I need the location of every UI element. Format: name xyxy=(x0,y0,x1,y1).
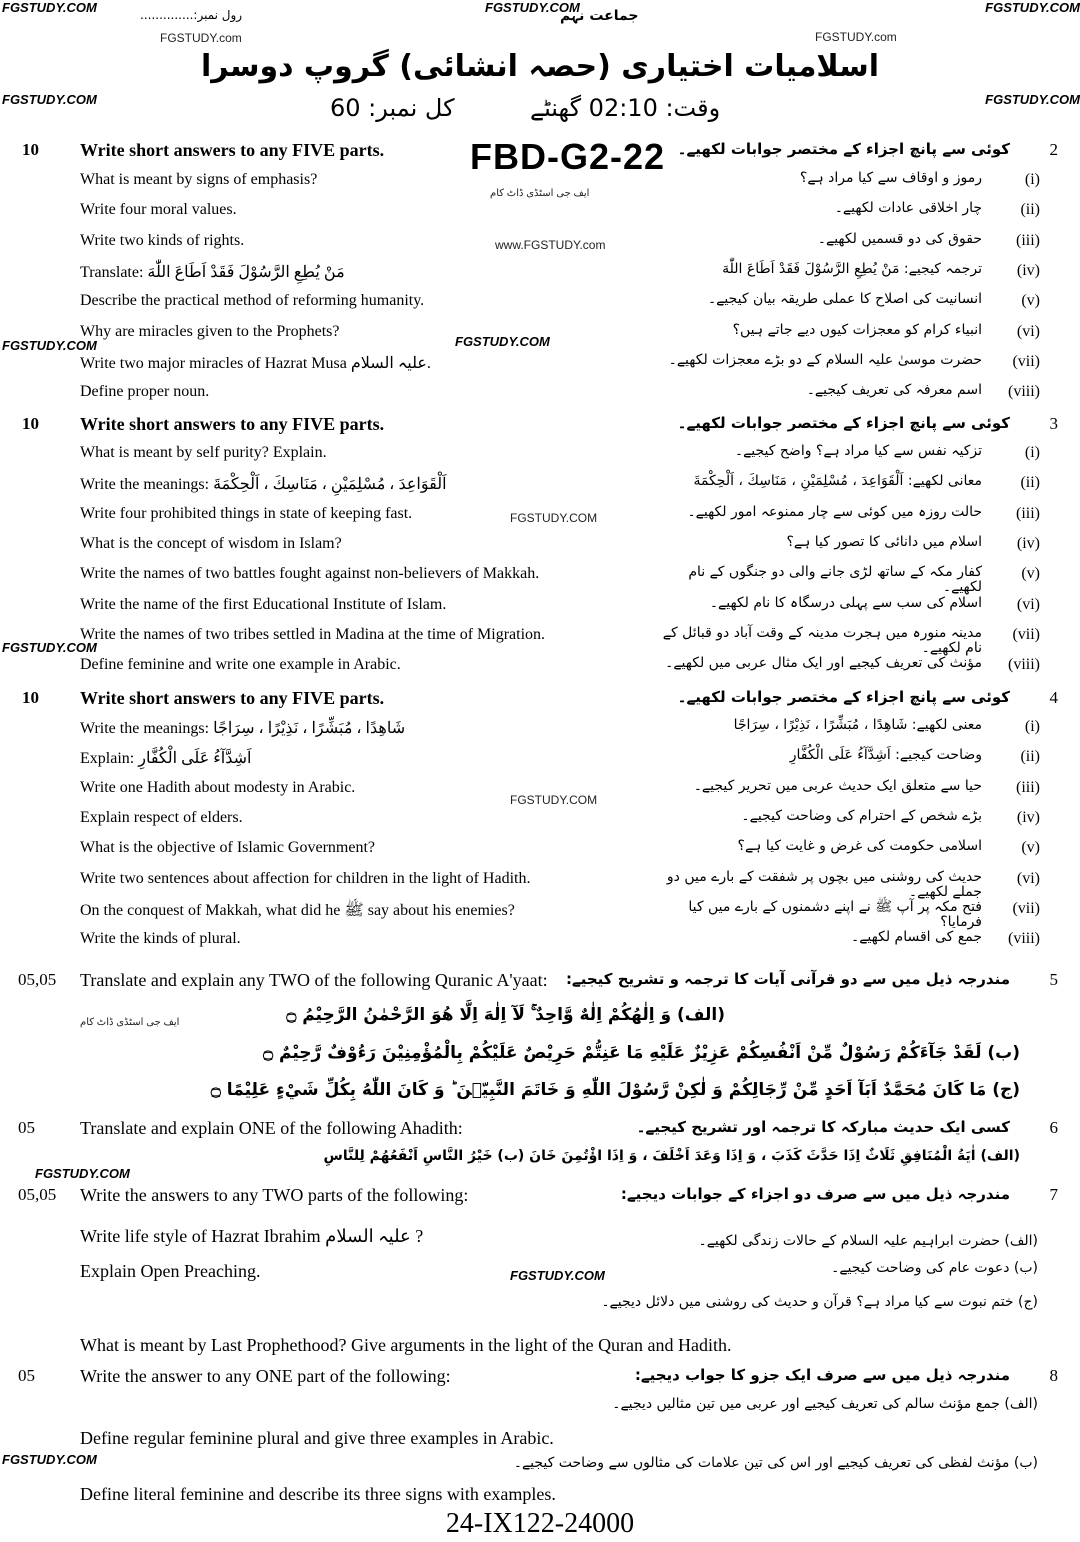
marks: 10 xyxy=(22,140,39,159)
question-part xyxy=(0,656,1080,686)
watermark: FGSTUDY.COM xyxy=(485,0,580,15)
part-ur: مدینہ منورہ میں ہجرت مدینہ کے وقت آباد دو قبائل کے نام لکھیے۔ xyxy=(662,624,982,656)
part-ur: حقوق کی دو قسمیں لکھیے۔ xyxy=(817,230,982,247)
question-part xyxy=(0,535,1080,565)
part-number: (v) xyxy=(1021,565,1040,583)
watermark: ایف جی اسٹڈی ڈاٹ کام xyxy=(80,1017,180,1028)
part-ur: جمع مؤنث سالم کی تعریف کیجیے اور عربی میں تین مثالیں دیجیے۔ xyxy=(612,1396,1000,1412)
ayah-text: لَقَدْ جَآءَكُمْ رَسُوْلٌ مِّنْ اَنْفُسِكُمْ عَزِيْزٌ عَلَيْهِ مَا عَنِتُّمْ حَرِيْصٌ عَلَيْكُمْ بِالْمُؤْمِنِيْنَ رَءُوْفٌ رَّحِيْمٌ ۝ xyxy=(263,1043,982,1063)
part-label: (الف) xyxy=(1004,1233,1038,1249)
question-part xyxy=(0,444,1080,474)
part-ur: ترجمہ کیجیے: مَنْ يُطِعِ الرَّسُوْلَ فَقَدْ اَطَاعَ اللّٰهَ xyxy=(722,260,982,277)
heading-en: Write short answers to any FIVE parts. xyxy=(80,140,385,160)
watermark: FGSTUDY.COM xyxy=(985,92,1080,107)
part-ur: اسم معرفہ کی تعریف کیجیے۔ xyxy=(806,382,982,399)
hadith-text: خَيْرُ النَّاسِ اَنْفَعُهُمْ لِلنَّاسِ xyxy=(323,1148,493,1164)
question-part xyxy=(0,505,1080,535)
question-number: 8 xyxy=(1049,1366,1058,1385)
heading-en: Write the answers to any TWO parts of the following: xyxy=(80,1185,469,1205)
part-ur: چار اخلاقی عادات لکھیے۔ xyxy=(834,200,982,217)
part-number: (vi) xyxy=(1016,322,1040,340)
part-en: Write the meanings: شَاهِدًا ، مُبَشِّرًا ، نَذِيْرًا ، سِرَاجًا xyxy=(80,720,406,737)
part-en: Write the kinds of plural. xyxy=(80,930,241,948)
question-part xyxy=(0,262,1080,292)
marks: 05 xyxy=(18,1118,35,1137)
part-en: What is meant by Last Prophethood? Give arguments in the light of the Quran and Hadith. xyxy=(80,1335,732,1355)
part-ur: حضرت موسیٰ علیہ السلام کے دو بڑے معجزات لکھیے۔ xyxy=(668,351,982,368)
part xyxy=(0,1428,1080,1458)
question-part xyxy=(0,626,1080,656)
part-en: Write life style of Hazrat Ibrahim علیہ السلام ? xyxy=(80,1226,424,1246)
heading-ur: کسی ایک حدیث مبارکہ کا ترجمہ اور تشریح کیجیے۔ xyxy=(636,1118,1010,1136)
question-3-heading xyxy=(0,414,1080,444)
heading-en: Translate and explain ONE of the following Ahadith: xyxy=(80,1118,463,1138)
question-part xyxy=(0,171,1080,201)
question-number: 5 xyxy=(1049,970,1058,989)
question-part xyxy=(0,292,1080,322)
part-en: Write the name of the first Educational Institute of Islam. xyxy=(80,595,447,613)
question-part xyxy=(0,839,1080,869)
part-en: What is meant by signs of emphasis? xyxy=(80,171,318,188)
heading-ur: کوئی سے پانچ اجزاء کے مختصر جوابات لکھیے۔ xyxy=(677,140,1010,158)
total-marks: کل نمبر: 60 xyxy=(330,94,455,122)
part-en: Write one Hadith about modesty in Arabic. xyxy=(80,778,356,796)
part-ur: حدیث کی روشنی میں بچوں پر شفقت کے بارے میں دو جملے لکھیے۔ xyxy=(666,868,982,900)
class-label: جماعت نہم xyxy=(560,8,639,24)
part-ur: انبیاء کرام کو معجزات کیوں دیے جاتے ہیں؟ xyxy=(732,321,982,338)
part-number: (iv) xyxy=(1016,261,1040,279)
question-part xyxy=(0,596,1080,626)
part-en: Write the meanings: اَلْقَوَاعِدَ ، مُسْلِمَيْنِ ، مَنَاسِكَ ، اَلْحِكْمَةَ xyxy=(80,476,447,494)
part-number: (iii) xyxy=(1016,778,1040,796)
part-number: (iii) xyxy=(1016,231,1040,249)
question-part xyxy=(0,323,1080,353)
part-ur: فتح مکہ پر آپ ﷺ نے اپنے دشمنوں کے بارے میں کیا فرمایا؟ xyxy=(688,898,982,930)
part-ur: معانی لکھیے: اَلْقَوَاعِدَ ، مُسْلِمَيْنِ ، مَنَاسِكَ ، اَلْحِكْمَةَ xyxy=(693,473,982,490)
subject-title: اسلامیات اختیاری (حصہ انشائی) گروپ دوسرا xyxy=(201,49,879,84)
part-number: (i) xyxy=(1024,718,1040,735)
part-label: (ب) xyxy=(1013,1260,1038,1276)
part-en: Define proper noun. xyxy=(80,383,210,401)
part-ur: اسلامی حکومت کی غرض و غایت کیا ہے؟ xyxy=(737,838,982,855)
watermark: FGSTUDY.COM xyxy=(2,640,97,655)
question-part xyxy=(0,748,1080,778)
part-number: (vii) xyxy=(1012,899,1040,917)
part-number: (ii) xyxy=(1020,474,1040,492)
part-label: (ب) xyxy=(1013,1455,1038,1471)
heading-ur: کوئی سے پانچ اجزاء کے مختصر جوابات لکھیے۔ xyxy=(677,414,1010,432)
part-ur: حیا سے متعلق ایک حدیث عربی میں تحریر کیجیے۔ xyxy=(693,777,982,794)
question-part xyxy=(0,353,1080,383)
part-en: What is the concept of wisdom in Islam? xyxy=(80,534,342,552)
marks: 05,05 xyxy=(18,970,57,989)
question-6-heading xyxy=(0,1118,1080,1148)
heading-ur: مندرجہ ذیل میں سے صرف ایک جزو کا جواب دیجیے: xyxy=(634,1366,1010,1384)
heading-en: Write short answers to any FIVE parts. xyxy=(80,688,385,708)
part-number: (vi) xyxy=(1016,869,1040,887)
time-allowed: وقت: 02:10 گھنٹے xyxy=(530,94,721,122)
part-number: (ii) xyxy=(1020,748,1040,766)
heading-en: Write short answers to any FIVE parts. xyxy=(80,414,385,434)
question-part xyxy=(0,900,1080,930)
heading-ur: کوئی سے پانچ اجزاء کے مختصر جوابات لکھیے۔ xyxy=(677,688,1010,706)
question-part xyxy=(0,201,1080,231)
part-ur: مؤنث لفظی کی تعریف کیجیے اور اس کی تین علامات کی مثالوں سے وضاحت کیجیے۔ xyxy=(513,1455,1010,1471)
question-part xyxy=(0,870,1080,900)
question-part xyxy=(0,809,1080,839)
part-number: (viii) xyxy=(1008,930,1040,948)
ayah-label: (ج) xyxy=(992,1080,1020,1100)
question-number: 7 xyxy=(1049,1185,1058,1204)
hadith-text: اٰيَةُ الْمُنَافِقِ ثَلَاثٌ اِذَا حَدَّثَ كَذَبَ ، وَ اِذَا وَعَدَ اَخْلَفَ ، وَ اِذَا اؤْتُمِنَ خَانَ xyxy=(529,1148,976,1164)
part-ur: دعوت عام کی وضاحت کیجیے۔ xyxy=(831,1260,1010,1276)
part-en: Write two sentences about affection for children in the light of Hadith. xyxy=(80,869,531,887)
part-en: Describe the practical method of reforming humanity. xyxy=(80,292,425,310)
part xyxy=(0,1397,1080,1427)
part-ur: تزکیہ نفس سے کیا مراد ہے؟ واضح کیجیے۔ xyxy=(734,443,982,459)
watermark: FGSTUDY.COM xyxy=(455,334,550,349)
part-number: (vi) xyxy=(1016,595,1040,613)
part-en: Write four prohibited things in state of keeping fast. xyxy=(80,504,413,522)
question-number: 4 xyxy=(1049,688,1058,707)
part-ur: اسلام کی سب سے پہلی درسگاہ کا نام لکھیے۔ xyxy=(709,594,982,611)
heading-ur: مندرجہ ذیل میں سے دو قرآنی آیات کا ترجمہ و تشریح کیجیے: xyxy=(565,970,1010,988)
part-number: (viii) xyxy=(1008,656,1040,674)
part-number: (viii) xyxy=(1008,383,1040,401)
part-number: (v) xyxy=(1021,839,1040,857)
heading-en: Translate and explain any TWO of the following Quranic A'yaat: xyxy=(80,970,548,990)
ayah xyxy=(0,1042,1080,1072)
part-en: What is meant by self purity? Explain. xyxy=(80,444,327,461)
part xyxy=(0,1335,1080,1365)
part-en: Define literal feminine and describe its three signs with examples. xyxy=(80,1484,556,1504)
watermark: FGSTUDY.COM xyxy=(510,793,598,807)
question-number: 2 xyxy=(1049,140,1058,159)
part-label: (الف) xyxy=(1004,1396,1038,1412)
watermark: FGSTUDY.com xyxy=(160,31,242,45)
ayah xyxy=(0,1079,1080,1109)
part-number: (vii) xyxy=(1012,352,1040,370)
part-ur: جمع کی اقسام لکھیے۔ xyxy=(851,929,982,946)
ayah-text: وَ اِلٰهُكُمْ اِلٰهٌ وَّاحِدٌ ۚ لَآ اِلٰهَ اِلَّا هُوَ الرَّحْمٰنُ الرَّحِيْمُ ۝ xyxy=(286,1005,672,1025)
part xyxy=(0,1295,1080,1325)
part-ur: انسانیت کی اصلاح کا عملی طریقہ بیان کیجیے۔ xyxy=(707,291,982,308)
heading-en: Write the answer to any ONE part of the following: xyxy=(80,1366,451,1386)
question-8-heading xyxy=(0,1366,1080,1396)
part-number: (i) xyxy=(1024,444,1040,461)
watermark: FGSTUDY.COM xyxy=(510,1268,605,1283)
question-part xyxy=(0,718,1080,748)
part-en: Write two kinds of rights. xyxy=(80,231,245,249)
marks: 10 xyxy=(22,414,39,433)
question-part xyxy=(0,565,1080,595)
part-en: Explain respect of elders. xyxy=(80,808,243,826)
part-ur: بڑے شخص کے احترام کی وضاحت کیجیے۔ xyxy=(741,807,982,824)
part xyxy=(0,1456,1080,1486)
question-part xyxy=(0,779,1080,809)
part-ur: حالت روزہ میں کوئی سے چار ممنوعہ امور لکھیے۔ xyxy=(687,503,982,520)
part-number: (iv) xyxy=(1016,534,1040,552)
part-number: (ii) xyxy=(1020,201,1040,219)
question-2-heading xyxy=(0,140,1080,170)
watermark: FGSTUDY.COM xyxy=(510,511,598,525)
watermark: FGSTUDY.COM xyxy=(2,92,97,107)
question-number: 3 xyxy=(1049,414,1058,433)
watermark: FGSTUDY.COM xyxy=(35,1166,130,1181)
part-ur: وضاحت کیجیے: اَشِدَّآءُ عَلَى الْكُفَّارِ xyxy=(789,747,982,764)
watermark: FGSTUDY.COM xyxy=(2,338,97,353)
heading-ur: مندرجہ ذیل میں سے صرف دو اجزاء کے جوابات دیجیے: xyxy=(620,1185,1010,1203)
part xyxy=(0,1261,1080,1291)
part-en: Explain Open Preaching. xyxy=(80,1261,261,1281)
watermark: FGSTUDY.COM xyxy=(2,0,97,15)
watermark: FGSTUDY.COM xyxy=(985,0,1080,15)
part-number: (vii) xyxy=(1012,625,1040,643)
part-en: What is the objective of Islamic Government? xyxy=(80,839,376,857)
watermark: FGSTUDY.COM xyxy=(2,1452,97,1467)
question-part xyxy=(0,930,1080,960)
part-en: Explain: اَشِدَّآءُ عَلَى الْكُفَّارِ xyxy=(80,750,252,768)
part-ur: حضرت ابراہیم علیہ السلام کے حالات زندگی لکھیے۔ xyxy=(698,1233,1000,1249)
part-en: Define feminine and write one example in Arabic. xyxy=(80,656,401,674)
part-label: (ج) xyxy=(1018,1294,1038,1310)
part-en: Write two major miracles of Hazrat Musa علیہ السلام. xyxy=(80,354,431,372)
question-part xyxy=(0,232,1080,262)
part-en: On the conquest of Makkah, what did he ﷺ say about his enemies? xyxy=(80,901,515,919)
question-5-heading xyxy=(0,970,1080,1000)
ayah-text: مَا كَانَ مُحَمَّدٌ اَبَآ اَحَدٍ مِّنْ رِّجَالِكُمْ وَ لٰكِنْ رَّسُوْلَ اللّٰهِ وَ خَاتَمَ النَّبِيّٖنَ ؕ وَ كَانَ اللّٰهُ بِكُلِّ شَيْءٍ عَلِيْمًا ۝ xyxy=(210,1080,987,1100)
question-7-heading xyxy=(0,1185,1080,1215)
part-number: (i) xyxy=(1024,171,1040,188)
marks: 05 xyxy=(18,1366,35,1385)
part-en: Write the names of two tribes settled in Madina at the time of Migration. xyxy=(80,625,546,643)
watermark: www.FGSTUDY.com xyxy=(495,238,606,252)
ayah-label: (ب) xyxy=(987,1043,1020,1063)
part-ur: ختم نبوت سے کیا مراد ہے؟ قرآن و حدیث کی روشنی میں دلائل دیجیے۔ xyxy=(601,1294,1014,1310)
footer-code: 24-IX122-24000 xyxy=(445,1508,635,1539)
question-4-heading xyxy=(0,688,1080,718)
watermark: ایف جی اسٹڈی ڈاٹ کام xyxy=(490,188,590,199)
part-ur: مؤنث کی تعریف کیجیے اور ایک مثال عربی میں لکھیے۔ xyxy=(665,655,982,672)
part-number: (iii) xyxy=(1016,504,1040,522)
part-ur: معنی لکھیے: شَاهِدًا ، مُبَشِّرًا ، نَذِيْرًا ، سِرَاجًا xyxy=(733,717,982,733)
part-en: Write four moral values. xyxy=(80,201,237,219)
question-part xyxy=(0,474,1080,504)
part-en: Why are miracles given to the Prophets? xyxy=(80,322,340,340)
roll-number-field: رول نمبر:.............. xyxy=(140,8,243,22)
hadith-label: (ب) xyxy=(497,1148,525,1164)
watermark: FGSTUDY.com xyxy=(815,30,897,44)
part-ur: کفار مکہ کے ساتھ لڑی جانے والی دو جنگوں کے نام لکھیے۔ xyxy=(688,564,982,596)
question-part xyxy=(0,383,1080,413)
part-en: Write the names of two battles fought against non-believers of Makkah. xyxy=(80,565,540,583)
marks: 10 xyxy=(22,688,39,707)
hadith-label: (الف) xyxy=(980,1148,1020,1164)
ayah xyxy=(0,1004,1080,1034)
paper-code: FBD-G2-22 xyxy=(470,136,666,177)
part-en: Define regular feminine plural and give three examples in Arabic. xyxy=(80,1428,554,1448)
part-number: (v) xyxy=(1021,292,1040,310)
ahadith-line xyxy=(0,1148,1080,1178)
marks: 05,05 xyxy=(18,1185,57,1204)
ayah-label: (الف) xyxy=(677,1005,725,1025)
question-number: 6 xyxy=(1049,1118,1058,1137)
part-ur: رموز و اوقاف سے کیا مراد ہے؟ xyxy=(799,170,982,186)
part-ur: اسلام میں دانائی کا تصور کیا ہے؟ xyxy=(786,533,982,550)
part-en: Translate: مَنْ يُطِعِ الرَّسُوْلَ فَقَدْ اَطَاعَ اللّٰهَ xyxy=(80,263,345,281)
part-number: (iv) xyxy=(1016,808,1040,826)
